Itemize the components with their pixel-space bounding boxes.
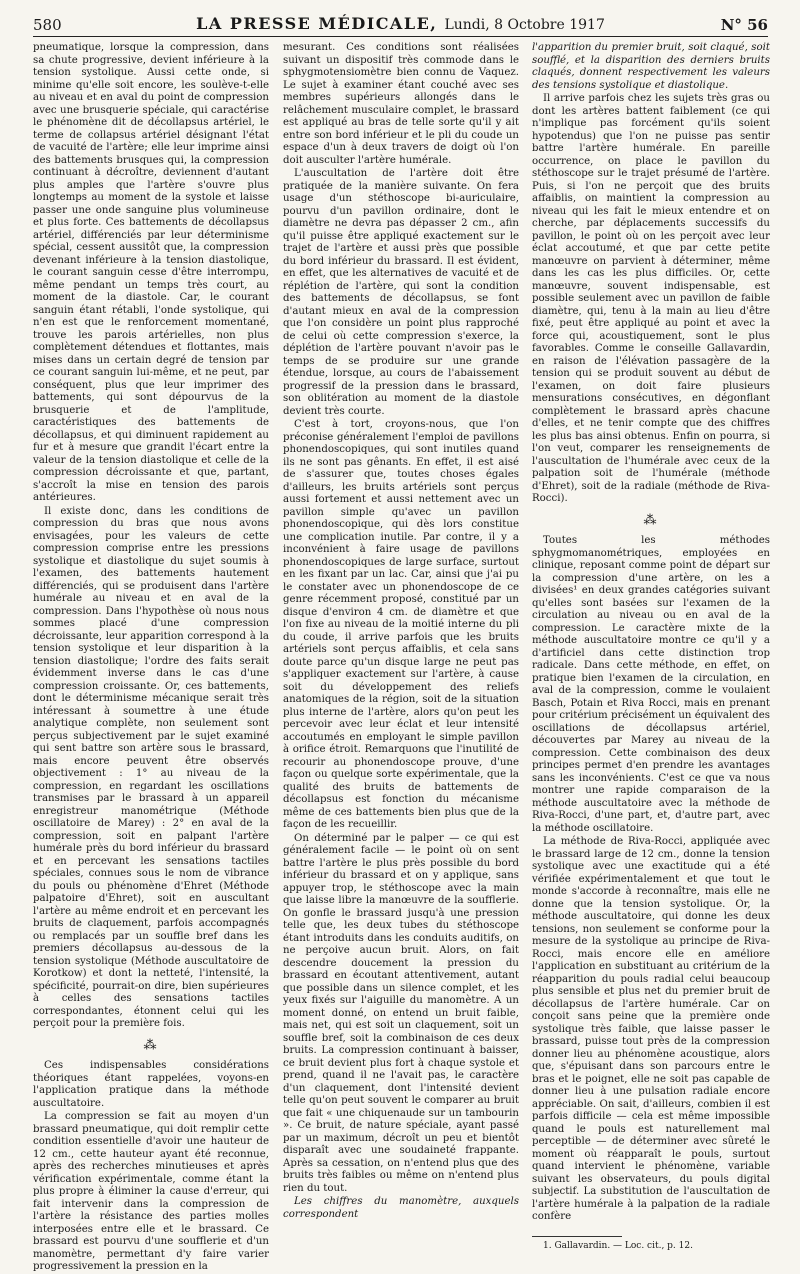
paragraph: Il arrive parfois chez les sujets très gras ou dont les artères battent faiblement (ce qui n'implique pas forcément qu'ils soient hypotendus) que l'on ne puisse pas sentir battre l'artère humérale. En pareille occurrence, on place le pavillon du stéthoscope sur le trajet présumé de l'artère. Puis, si l'on ne perçoit que des bruits affaiblis, on maintient la compression au niveau qui les fait le mieux entendre et on cherche, par déplacements successifs du pavillon, le point où on les perçoit avec leur éclat accoutumé, et que par cette petite manœuvre on parvient à déterminer, même dans les cas les plus difficiles. Or, cette manœuvre, souvent indispensable, est possible seulement avec un pavillon de faible diamètre, qui, tenu à la main au lieu d'être fixé, peut être appliqué au point et avec la force qui, acoustiquement, sont le plus favorables. Comme le conseille Gallavardin, en raison de l'élévation passagère de la tension qui se produit souvent au début de l'examen, on doit faire plusieurs mensurations consécutives, en dégonflant complètement le brassard après chacune d'elles, et ne tenir compte que des chiffres les plus bas ainsi obtenus. Enfin on pourra, si l'on veut, comparer les renseignements de l'auscultation de l'humérale avec ceux de la palpation soit de l'humérale (méthode d'Ehret), soit de la radiale (méthode de Riva-Rocci). [532, 93, 770, 504]
page-number: 580 [33, 16, 62, 34]
issue-date: Lundi, 8 Octobre 1917 [444, 17, 605, 33]
paragraph: On déterminé par le palper — ce qui est généralement facile — le point où on sent battre l'artère le plus près possible du bord inférieur du brassard et on y applique, sans appuyer trop, le stéthoscope avec la main que laisse libre la manœuvre de la soufflerie. On gonfle le brassard jusqu'à une pression telle que, les deux tubes du stéthoscope étant introduits dans les conduits auditifs, on ne perçoive aucun bruit. Alors, on fait descendre doucement la pression du brassard en écoutant attentivement, autant que possible dans un silence complet, et les yeux fixés sur l'aiguille du manomètre. A un moment donné, on entend un bruit faible, mais net, qui est soit un claquement, soit un souffle bref, soit la combinaison de ces deux bruits. La compression continuant à baisser, ce bruit devient plus fort à chaque systole et prend, quand il ne l'avait pas, le caractère d'un claquement, dont l'intensité devient telle qu'on peut souvent le comparer au bruit que fait « une chiquenaude sur un tambourin ». Ce bruit, de nature spéciale, ayant passé par un maximum, décroît un peu et bientôt disparaît avec une soudaineté frappante. Après sa cessation, on n'entend plus que des bruits très faibles ou même on n'entend plus rien du tout. [283, 832, 519, 1194]
column-right [532, 42, 770, 1251]
column-middle [283, 42, 519, 1220]
page-header [33, 14, 768, 37]
paragraph: l'apparition du premier bruit, soit claqué, soit soufflé, et la disparition des derniers bruits claqués, donnent respectivement les valeurs des tensions systolique et diastolique. [532, 42, 770, 91]
paragraph: Il existe donc, dans les conditions de compression du bras que nous avons envisagées, pour les valeurs de cette compression comprise entre les pressions systolique et diastolique du sujet soumis à l'examen, des battements hautement différenciés, qui se produisent dans l'artère humérale au niveau et en aval de la compression. Dans l'hypothèse où nous nous sommes placé d'une compression décroissante, leur apparition correspond à la tension systolique et leur disparition à la tension diastolique; l'ordre des faits serait évidemment inverse dans le cas d'une compression croissante. Or, ces battements, dont le déterminisme mécanique serait très intéressant à soumettre à une étude analytique complète, non seulement sont perçus subjectivement par le sujet examiné qui sent battre son artère sous le brassard, mais encore peuvent être observés objectivement : 1° au niveau de la compression, en regardant les oscillations transmises par le brassard à un appareil enregistreur manométrique (Méthode oscillatoire de Marey) : 2° en aval de la compression, soit en palpant l'artère humérale près du bord inférieur du brassard et en percevant les sensations tactiles spéciales, connues sous le nom de vibrance du pouls ou phénomène d'Ehret (Méthode palpatoire d'Ehret), soit en auscultant l'artère au même endroit et en percevant les bruits de claquement, parfois accompagnés ou remplacés par un souffle bref dans les premiers décollapsus au-dessous de la tension systolique (Méthode auscultatoire de Korotkow) et dont la netteté, l'intensité, la spécificité, pourrait-on dire, bien supérieures à celles des sensations tactiles correspondantes, étonnent celui qui les perçoit pour la première fois. [33, 505, 269, 1029]
paragraph: pneumatique, lorsque la compression, dans sa chute progressive, devient inférieure à la tension systolique. Aussi cette onde, si minime qu'elle soit encore, les soulève-t-elle au niveau et en aval du point de compression avec une brusquerie spéciale, qui caractérise le phénomène dit de décollapsus artériel, le terme de collapsus artériel désignant l'état de vacuité de l'artère; elle leur imprime ainsi des battements brusques qui, la compression continuant à décroître, deviennent d'autant plus amples que l'artère s'ouvre plus longtemps au moment de la systole et laisse passer une onde sanguine plus volumineuse et plus forte. Ces battements de décollapsus artériel, différenciés par leur déterminisme spécial, cessent aussitôt que, la compression devenant inférieure à la tension diastolique, le courant sanguin cesse d'être interrompu, même pendant un temps très court, au moment de la diastole. Car, le courant sanguin étant rétabli, l'onde systolique, qui n'en est que le renforcement momentané, trouve les parois artérielles, non plus complètement détendues et flottantes, mais mises dans un certain degré de tension par ce courant sanguin lui-même, et ne peut, par conséquent, plus que leur imprimer des battements, qui sont dépourvus de la brusquerie et de l'amplitude, caractéristiques des battements de décollapsus, et qui diminuent rapidement au fur et à mesure que grandit l'écart entre la valeur de la tension diastolique et celle de la compression décroissante et que, partant, s'accroît la mise en tension des parois antérieures. [33, 42, 269, 503]
paragraph: Ces indispensables considérations théoriques étant rappelées, voyons-en l'application pratique dans la méthode auscultatoire. [33, 1060, 269, 1109]
paragraph: mesurant. Ces conditions sont réalisées suivant un dispositif très commode dans le sphygmotensiomètre bien connu de Vaquez. Le sujet à examiner étant couché avec ses membres supérieurs allongés dans le relâchement musculaire complet, le brassard est appliqué au bras de telle sorte qu'il y ait entre son bord inférieur et le pli du coude un espace d'un à deux travers de doigt où l'on doit ausculter l'artère humérale. [283, 42, 519, 166]
paragraph: C'est à tort, croyons-nous, que l'on préconise généralement l'emploi de pavillons phonendoscopiques, qui sont inutiles quand ils ne sont pas gênants. En effet, il est aisé de s'assurer que, toutes choses égales d'ailleurs, les bruits artériels sont perçus aussi fortement et aussi nettement avec un pavillon simple qu'avec un pavillon phonendoscopique, qui dès lors constitue une complication inutile. Par contre, il y a inconvénient à faire usage de pavillons phonendoscopiques de large surface, surtout en les fixant par un lac. Car, ainsi que j'ai pu le constater avec un phonendoscope de ce genre récemment proposé, constitué par un disque d'environ 4 cm. de diamètre et que l'on fixe au niveau de la moitié interne du pli du coude, il arrive parfois que les bruits artériels sont perçus affaiblis, et cela sans doute parce qu'un disque large ne peut pas s'appliquer exactement sur l'artère, à cause soit du développement des reliefs anatomiques de la région, soit de la situation plus interne de l'artère, alors qu'on peut les percevoir avec leur éclat et leur intensité accoutumés en employant le simple pavillon à orifice étroit. Remarquons que l'inutilité de recourir au phonendoscope prouve, d'une façon ou quelque sorte expérimentale, que la qualité des bruits de battements de décollapsus est fonction du mécanisme même de ces battements bien plus que de la façon de les recueillir. [283, 419, 519, 830]
paragraph: Les chiffres du manomètre, auxquels correspondent [283, 1196, 519, 1220]
journal-title [33, 14, 768, 33]
section-separator: ⁂ [643, 512, 659, 528]
paragraph: L'auscultation de l'artère doit être pratiquée de la manière suivante. On fera usage d'un stéthoscope bi-auriculaire, pourvu d'un pavillon ordinaire, dont le diamètre ne devra pas dépasser 2 cm., afin qu'il puisse être appliqué exactement sur le trajet de l'artère et aussi près que possible du bord inférieur du brassard. Il est évident, en effet, que les alternatives de vacuité et de réplétion de l'artère, qui sont la condition des battements de décollapsus, se font d'autant mieux en aval de la compression que l'on considère un point plus rapproché de celui où cette compression s'exerce, la déplétion de l'artère pouvant n'avoir pas le temps de se produire sur une grande étendue, lorsque, au cours de l'abaissement progressif de la pression dans le brassard, son oblitération au moment de la diastole devient très courte. [283, 168, 519, 417]
issue-number: N° 56 [720, 16, 768, 34]
section-separator: ⁂ [143, 1037, 159, 1053]
column-left [33, 42, 269, 1272]
paragraph: Toutes les méthodes sphygmomanométriques, employées en clinique, reposant comme point de départ sur la compression d'une artère, on les a divisées¹ en deux grandes catégories suivant qu'elles sont basées sur l'examen de la circulation au niveau ou en aval de la compression. Le caractère mixte de la méthode auscultatoire montre ce qu'il y a d'artificiel dans cette distinction trop radicale. Dans cette méthode, en effet, on pratique bien l'examen de la circulation, en aval de la compression, comme le voulaient Basch, Potain et Riva Rocci, mais en prenant pour critérium précisément un équivalent des oscillations de décollapsus artériel, découvertes par Marey au niveau de la compression. Cette combinaison des deux principes permet d'en prendre les avantages sans les inconvénients. C'est ce que va nous montrer une rapide comparaison de la méthode auscultatoire avec la méthode de Riva-Rocci, d'une part, et, d'autre part, avec la méthode oscillatoire. [532, 535, 770, 834]
journal-name: LA PRESSE MÉDICALE, [196, 14, 438, 33]
paragraph: La méthode de Riva-Rocci, appliquée avec le brassard large de 12 cm., donne la tension systolique avec une exactitude qui a été vérifiée expérimentalement et que tout le monde s'accorde à reconnaître, mais elle ne donne que la tension systolique. Or, la méthode auscultatoire, qui donne les deux tensions, non seulement se conforme pour la mesure de la systolique au principe de Riva-Rocci, mais encore elle en améliore l'application en substituant au critérium de la réapparition du pouls radial celui beaucoup plus sensible et plus net du premier bruit de décollapsus de l'artère humérale. Car on conçoit sans peine que la première onde systolique très faible, que laisse passer le brassard, puisse tout près de la compression donner lieu au phénomène acoustique, alors que, s'épuisant dans son parcours entre le bras et le poignet, elle ne soit pas capable de donner lieu à une pulsation radiale encore appréciable. On sait, d'ailleurs, combien il est parfois difficile — cela est même impossible quand le pouls est naturellement mal perceptible — de déterminer avec sûreté le moment où réapparaît le pouls, surtout quand intervient le phénomène, variable suivant les observateurs, du pouls digital subjectif. La substitution de l'auscultation de l'artère humérale à la palpation de la radiale confère [532, 836, 770, 1222]
footnote-rule [532, 1236, 622, 1237]
footnote: 1. Gallavardin. — Loc. cit., p. 12. [543, 1240, 693, 1251]
paragraph: La compression se fait au moyen d'un brassard pneumatique, qui doit remplir cette condition essentielle d'avoir une hauteur de 12 cm., cette hauteur ayant été reconnue, après des recherches minutieuses et après vérification expérimentale, comme étant la plus propre à éliminer la cause d'erreur, qui fait intervenir dans la compression de l'artère la résistance des parties molles interposées entre elle et le brassard. Ce brassard est pourvu d'une soufflerie et d'un manomètre, permettant d'y faire varier progressivement la pression en la [33, 1111, 269, 1272]
